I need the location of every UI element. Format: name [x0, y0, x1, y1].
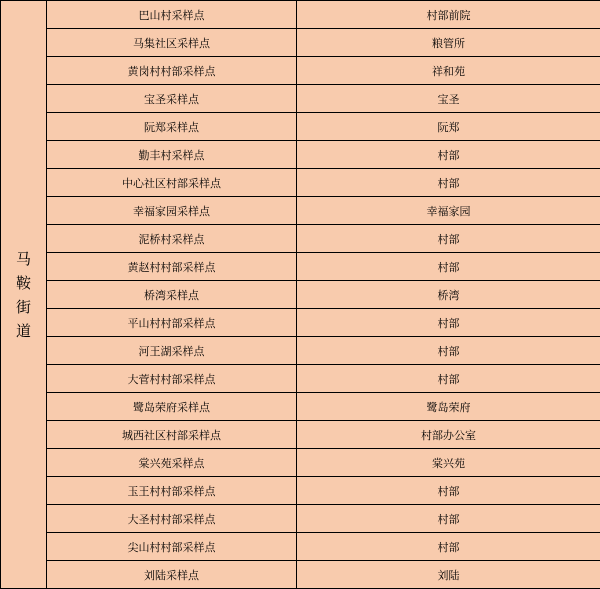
sampling-site-cell: 大圣村村部采样点 — [47, 505, 297, 533]
sampling-site-cell: 鹭岛荣府采样点 — [47, 393, 297, 421]
sampling-site-cell: 黄岗村村部采样点 — [47, 57, 297, 85]
table-row — [1, 253, 600, 281]
site-location-cell: 粮管所 — [297, 29, 600, 57]
table-row — [1, 1, 600, 29]
sampling-site-cell: 阮郑采样点 — [47, 113, 297, 141]
sampling-site-cell: 河王湖采样点 — [47, 337, 297, 365]
district-group-char: 马 — [1, 247, 46, 271]
table-row — [1, 533, 600, 561]
sampling-site-cell: 黄赵村村部采样点 — [47, 253, 297, 281]
table-row — [1, 197, 600, 225]
site-location-cell: 村部前院 — [297, 1, 600, 29]
site-location-cell: 村部 — [297, 253, 600, 281]
district-group-cell — [1, 1, 47, 589]
sampling-site-cell: 幸福家园采样点 — [47, 197, 297, 225]
table-row — [1, 477, 600, 505]
site-location-cell: 村部 — [297, 141, 600, 169]
sampling-site-cell: 泥桥村采样点 — [47, 225, 297, 253]
site-location-cell: 村部 — [297, 337, 600, 365]
site-location-cell: 村部 — [297, 505, 600, 533]
table-row — [1, 85, 600, 113]
sampling-site-cell: 玉王村村部采样点 — [47, 477, 297, 505]
site-location-cell: 村部 — [297, 477, 600, 505]
sampling-site-cell: 城西社区村部采样点 — [47, 421, 297, 449]
site-location-cell: 村部 — [297, 225, 600, 253]
sampling-site-cell: 桥湾采样点 — [47, 281, 297, 309]
site-location-cell: 鹭岛荣府 — [297, 393, 600, 421]
site-location-cell: 祥和苑 — [297, 57, 600, 85]
table-row — [1, 57, 600, 85]
table-row — [1, 225, 600, 253]
sampling-site-cell: 棠兴苑采样点 — [47, 449, 297, 477]
sampling-site-cell: 宝圣采样点 — [47, 85, 297, 113]
sampling-site-cell: 马集社区采样点 — [47, 29, 297, 57]
site-location-cell: 幸福家园 — [297, 197, 600, 225]
sampling-site-cell: 尖山村村部采样点 — [47, 533, 297, 561]
sampling-site-cell: 勤丰村采样点 — [47, 141, 297, 169]
site-location-cell: 棠兴苑 — [297, 449, 600, 477]
site-location-cell: 村部办公室 — [297, 421, 600, 449]
table-row — [1, 561, 600, 589]
site-location-cell: 宝圣 — [297, 85, 600, 113]
table-row — [1, 281, 600, 309]
table-row — [1, 393, 600, 421]
sampling-site-cell: 大菅村村部采样点 — [47, 365, 297, 393]
table-row — [1, 421, 600, 449]
sampling-site-cell: 巴山村采样点 — [47, 1, 297, 29]
district-group-char: 道 — [1, 319, 46, 343]
table-row — [1, 505, 600, 533]
table-row — [1, 169, 600, 197]
table-body — [1, 1, 600, 589]
site-location-cell: 村部 — [297, 365, 600, 393]
table-row — [1, 309, 600, 337]
sampling-site-cell: 中心社区村部采样点 — [47, 169, 297, 197]
sampling-site-cell: 刘陆采样点 — [47, 561, 297, 589]
table-row — [1, 449, 600, 477]
site-location-cell: 阮郑 — [297, 113, 600, 141]
site-location-cell: 村部 — [297, 533, 600, 561]
district-group-char: 街 — [1, 295, 46, 319]
table-row — [1, 337, 600, 365]
table-row — [1, 365, 600, 393]
site-location-cell: 村部 — [297, 309, 600, 337]
site-location-cell: 桥湾 — [297, 281, 600, 309]
table-row — [1, 141, 600, 169]
site-location-cell: 村部 — [297, 169, 600, 197]
district-group-char: 鞍 — [1, 271, 46, 295]
site-location-cell: 刘陆 — [297, 561, 600, 589]
table-row — [1, 113, 600, 141]
table-row — [1, 29, 600, 57]
sampling-site-cell: 平山村村部采样点 — [47, 309, 297, 337]
